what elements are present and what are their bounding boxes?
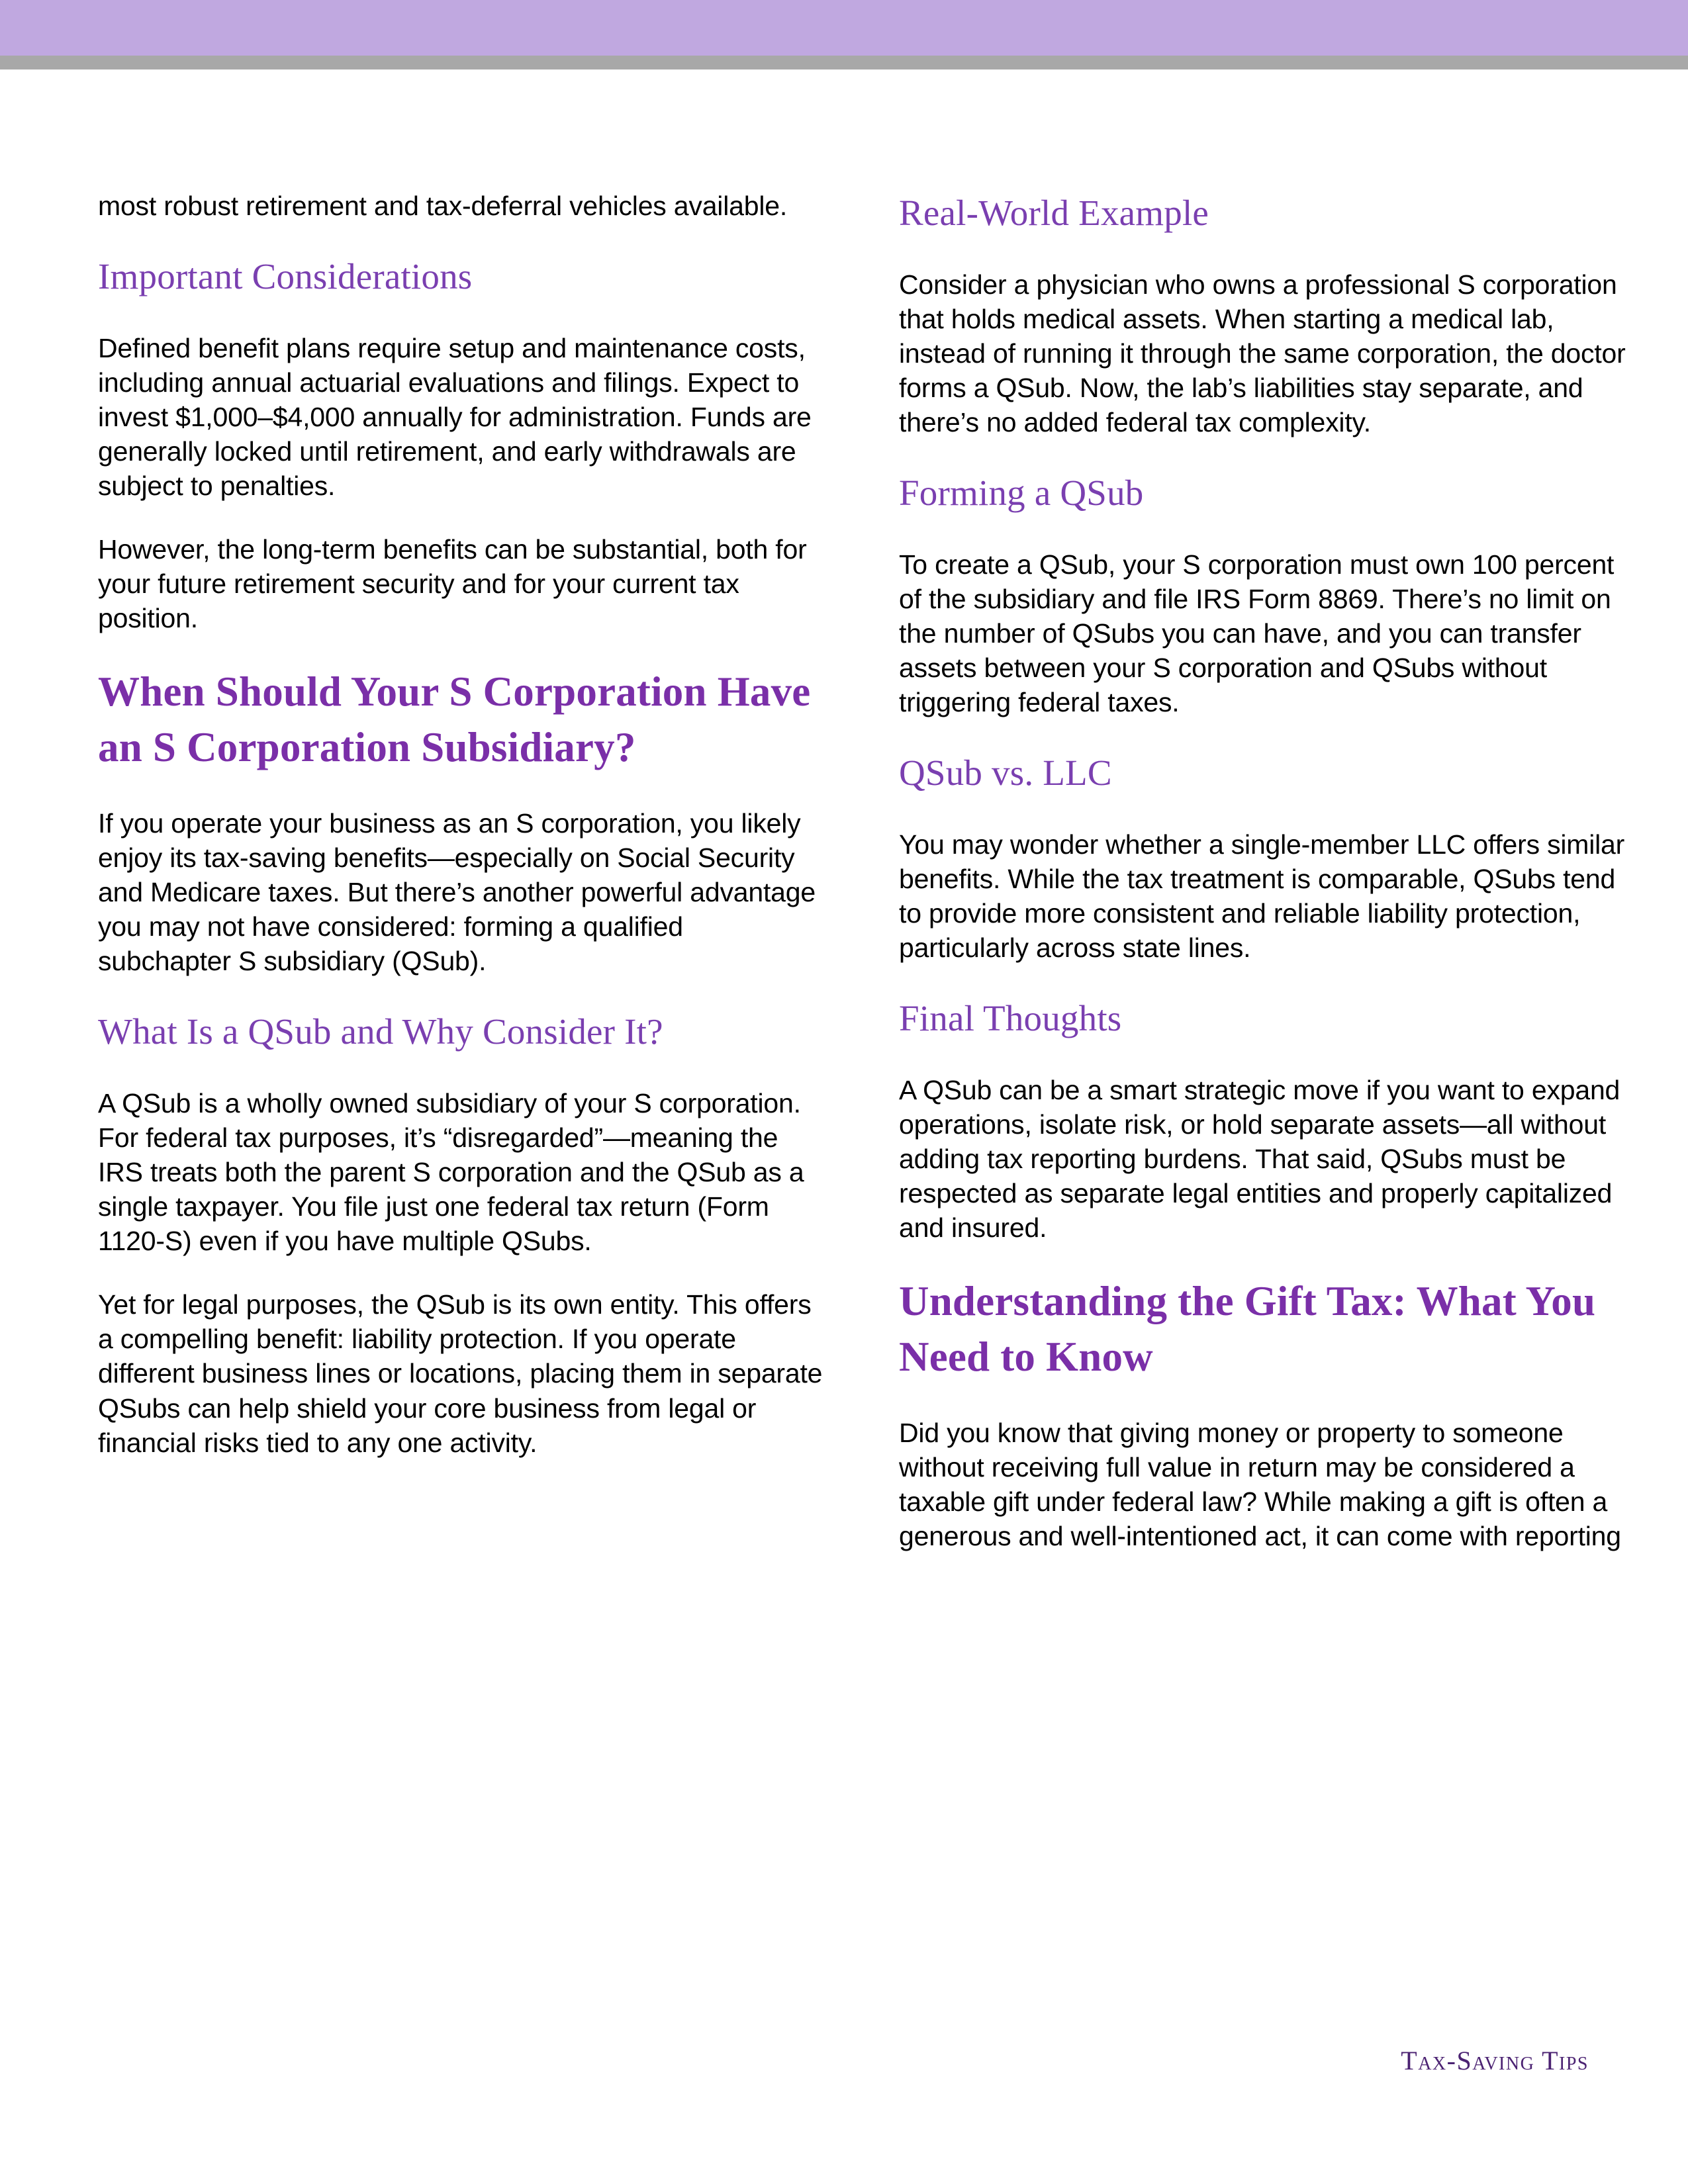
body-paragraph: To create a QSub, your S corporation must own 100 percent of the subsidiary and file IRS Form 8869. There’s no limit on the number of QSubs you can have, and you can transfer assets between your S corporation and QSubs without triggering federal taxes.: [899, 549, 1615, 718]
right-column: [899, 189, 1634, 1582]
body-paragraph: A QSub can be a smart strategic move if you want to expand operations, isolate risk, or hold separate assets—all without adding tax reporting burdens. That said, QSubs must be respected as separate legal entities and properly capitalized and insured.: [899, 1075, 1620, 1244]
page-footer: Tax-Saving Tips: [1401, 2046, 1589, 2075]
top-purple-band: [0, 0, 1688, 56]
top-gray-band: [0, 56, 1688, 69]
body-paragraph: If you operate your business as an S corporation, you likely enjoy its tax-saving benefits—especially on Social Security and Medicare taxes. But there’s another powerful advantage you may not have considered: forming a qualified subchapter S subsidiary (QSub).: [98, 807, 816, 977]
body-paragraph: Did you know that giving money or property to someone without receiving full value in return may be considered a taxable gift under federal law? While making a gift is often a generous and well-intentioned act, it can come with reporting: [899, 1417, 1621, 1552]
body-paragraph: You may wonder whether a single-member LLC offers similar benefits. While the tax treatment is comparable, QSubs tend to provide more consistent and reliable liability protection, particularly across state lines.: [899, 829, 1625, 964]
body-paragraph: However, the long-term benefits can be substantial, both for your future retirement security and for your current tax position.: [98, 534, 807, 634]
left-column: [98, 189, 823, 1489]
section-heading: Important Considerations: [98, 256, 473, 297]
section-heading: QSub vs. LLC: [899, 752, 1112, 794]
body-paragraph: Yet for legal purposes, the QSub is its own entity. This offers a compelling benefit: liability protection. If you operate different business lines or locations, placing them in separate QSubs can help shield your core business from legal or financial risks tied to any one activity.: [98, 1289, 823, 1458]
section-heading: Forming a QSub: [899, 473, 1144, 514]
section-heading: Real-World Example: [899, 193, 1209, 233]
section-heading: What Is a QSub and Why Consider It?: [98, 1011, 663, 1052]
body-paragraph: Consider a physician who owns a professional S corporation that holds medical assets. When starting a medical lab, instead of running it through the same corporation, the doctor forms a QSub. Now, the lab’s liabilities stay separate, and there’s no added federal tax complexity.: [899, 269, 1626, 438]
section-heading: Final Thoughts: [899, 998, 1122, 1039]
major-heading: Understanding the Gift Tax: What You Need to Know: [899, 1278, 1596, 1381]
body-paragraph: A QSub is a wholly owned subsidiary of your S corporation. For federal tax purposes, it’s “disregarded”—meaning the IRS treats both the parent S corporation and the QSub as a single taxpayer. You file just one federal tax return (Form 1120-S) even if you have multiple QSubs.: [98, 1088, 804, 1257]
body-paragraph: Defined benefit plans require setup and maintenance costs, including annual actuarial evaluations and filings. Expect to invest $1,000–$4,000 annually for administration. Funds are generally locked until retirement, and early withdrawals are subject to penalties.: [98, 332, 812, 502]
major-heading: When Should Your S Corporation Have an S Corporation Subsidiary?: [98, 668, 811, 771]
body-paragraph: most robust retirement and tax-deferral vehicles available.: [98, 191, 788, 221]
